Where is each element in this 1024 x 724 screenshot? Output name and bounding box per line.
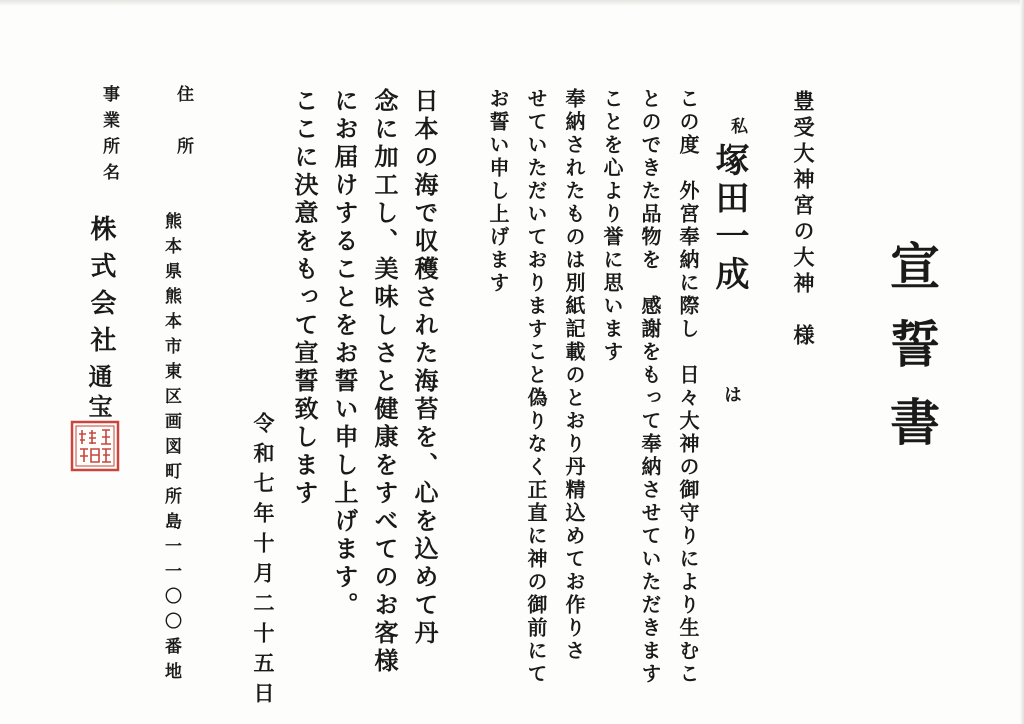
pledger-name: 塚田一成 bbox=[709, 142, 749, 294]
scan-edge-top bbox=[0, 0, 1024, 6]
pledge-line-2: 念に加工し、美味しさと健康をすべてのお客様 bbox=[370, 88, 399, 676]
address: 熊本県熊本市東区画図町所島一一〇〇番地 bbox=[161, 212, 181, 687]
body-line-2: とのできた品物を 感謝をもって奉納させていただきます bbox=[638, 88, 662, 686]
pledge-line-3: にお届けすることをお誓い申し上げます。 bbox=[330, 88, 359, 620]
body-line-4: 奉納されたものは別紙記載のとおり丹精込めてお作りさ bbox=[562, 88, 586, 663]
body-line-6: お誓い申し上げます bbox=[486, 88, 510, 295]
body-line-5: せていただいておりますこと偽りなく正直に神の御前にて bbox=[524, 88, 548, 686]
pledger-particle: は bbox=[721, 385, 742, 403]
representative-name: 通宝 bbox=[84, 364, 113, 424]
company-seal bbox=[70, 420, 120, 472]
document-title: 宣誓書 bbox=[882, 240, 941, 474]
pledge-date: 令和七年十月二十五日 bbox=[251, 412, 276, 712]
body-line-3: ことを心より誉に思います bbox=[600, 88, 624, 364]
scan-edge-right bbox=[1020, 0, 1024, 724]
company-label: 事業所名 bbox=[99, 85, 119, 189]
pledge-line-1: 日本の海で収穫された海苔を、心を込めて丹 bbox=[410, 88, 439, 648]
pledge-line-4: ここに決意をもって宣誓致します bbox=[290, 88, 319, 508]
body-line-1: この度 外宮奉納に際し 日々大神の御守りにより生むこ bbox=[676, 88, 700, 686]
addressee: 豊受大神宮の大神 様 bbox=[791, 90, 816, 350]
address-label: 住 所 bbox=[173, 85, 193, 163]
pledger-prefix: 私 bbox=[727, 117, 747, 134]
company-name: 株式会社 bbox=[86, 215, 116, 363]
